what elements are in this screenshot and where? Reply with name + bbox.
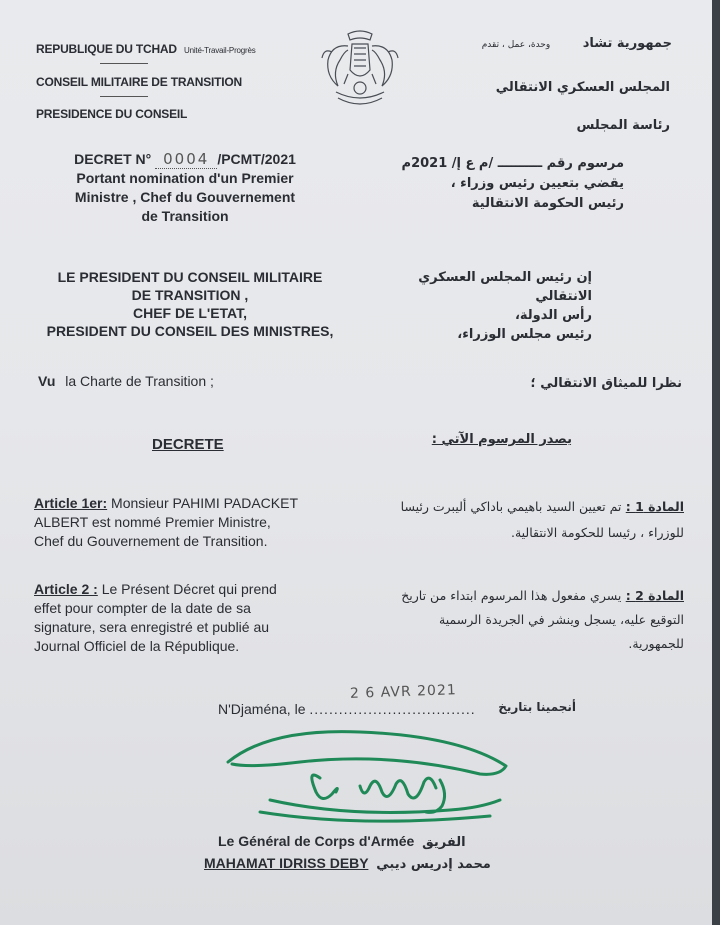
header-country-fr [36,42,256,56]
article-2-ar [344,584,684,656]
country-name-fr: REPUBLIQUE DU TCHAD [36,42,177,56]
article-2-text-ar: يسري مفعول هذا المرسوم ابتداء من تاريخ [401,588,622,603]
article-1-text: ALBERT est nommé Premier Ministre, [34,514,271,530]
article-2-text-ar: التوقيع عليه، يسجل وينشر في الجريدة الرسمية [439,612,684,627]
authority-line: LE PRESIDENT DU CONSEIL MILITAIRE [57,269,323,285]
authority-fr [30,268,350,340]
header-separator [100,96,148,97]
article-2-text: signature, sera enregistré et publié au [34,619,270,635]
header-presidency-ar: رئاسة المجلس [576,118,670,133]
article-2-text-ar: للجمهورية. [628,636,684,651]
decree-title-ar [354,154,624,214]
motto-ar: وحدة، عمل ، تقدم [481,40,551,50]
decree-suffix: /PCMT/2021 [217,151,296,167]
decree-number-handwritten: 0004 [155,150,217,169]
article-1-text: Chef du Gouvernement de Transition. [34,533,268,549]
authority-line: DE TRANSITION , [131,287,249,303]
article-2-fr [34,580,334,656]
vu-label: Vu [38,373,56,389]
authority-line: CHEF DE L'ETAT, [132,305,248,321]
date-stamp-handwritten: 2 6 AVR 2021 [349,682,458,702]
decrete-heading-fr: DECRETE [152,436,224,453]
signatory-name-line [204,854,491,874]
authority-line-ar: رأس الدولة، [514,308,592,323]
signatory-rank-line [218,832,466,852]
authority-line: PRESIDENT DU CONSEIL DES MINISTRES, [46,323,334,339]
decree-prefix: DECRET N° [74,151,152,167]
article-1-label: Article 1er: [34,495,108,511]
decree-number-line [40,150,330,169]
header-council-fr: CONSEIL MILITAIRE DE TRANSITION [36,75,243,89]
place-date-fr: N'Djaména, le .................................. [218,701,476,717]
coat-of-arms-emblem [318,30,402,112]
place-label-ar: أنجمينا بتاريخ [498,700,576,714]
header-council-ar: المجلس العسكري الانتقالي [495,80,670,95]
signatory-name-fr: MAHAMAT IDRISS DEBY [204,855,369,871]
decree-subject-line: de Transition [141,208,229,224]
country-name-ar: جمهورية تشاد [582,36,672,51]
decree-number-ar: مرسوم رقم ــــــــــ /م ع إ/ 2021م [401,156,624,171]
article-2-text: Journal Officiel de la République. [34,638,240,654]
authority-line-ar: إن رئيس المجلس العسكري [418,270,592,285]
article-1-fr [34,494,334,551]
vu-text: la Charte de Transition ; [65,373,214,389]
header-presidency-fr: PRESIDENCE DU CONSEIL [36,107,188,121]
motto-fr: Unité-Travail-Progrès [184,46,256,55]
place-label-fr: N'Djaména, le [218,701,306,717]
rank-fr: Le Général de Corps d'Armée [218,833,415,849]
article-1-text-ar: للوزراء ، رئيسا للحكومة الانتقالية. [510,525,684,540]
authority-ar [352,268,592,344]
article-2-label-ar: المادة 2 : [625,588,684,603]
decree-subject-line: Ministre , Chef du Gouvernement [74,189,296,205]
article-2-text: Le Présent Décret qui prend [101,581,277,597]
authority-line-ar: رئيس مجلس الوزراء، [457,327,592,342]
article-1-ar [344,494,684,546]
header-separator [100,63,148,64]
article-1-text: Monsieur PAHIMI PADACKET [111,495,299,511]
considering-fr [38,372,214,391]
considering-ar: نظرا للميثاق الانتقالي ؛ [530,376,682,391]
article-1-text-ar: تم تعيين السيد باهيمي باداكي أليبرت رئيسا [400,499,622,514]
article-2-label: Article 2 : [34,581,98,597]
decree-subject-ar: رئيس الحكومة الانتقالية [471,196,624,211]
header-country-ar [482,36,672,51]
signatory-name-ar: محمد إدريس ديبي [376,857,491,872]
rank-ar: الفريق [422,835,466,850]
authority-line-ar: الانتقالي [535,289,592,304]
decrete-heading-ar: يصدر المرسوم الآتي : [431,432,572,447]
decree-title-fr [40,150,330,226]
green-signature-mark [210,722,510,832]
decree-subject-ar: يقضي بتعيين رئيس وزراء ، [450,176,624,191]
article-2-text: effet pour compter de la date de sa [34,600,251,616]
article-1-label-ar: المادة 1 : [625,499,684,514]
decree-subject-line: Portant nomination d'un Premier [76,170,294,186]
